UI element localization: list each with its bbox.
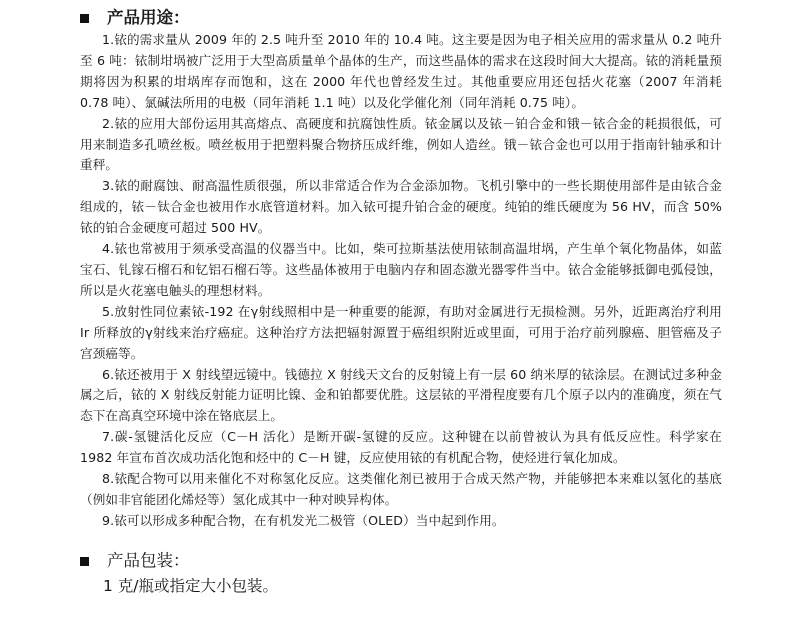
square-bullet-icon <box>80 14 89 23</box>
packaging-text: 1 克/瓶或指定大小包装。 <box>103 577 279 595</box>
packaging-heading-text: 产品包装： <box>107 551 190 570</box>
usage-paragraph-6: 6.铱还被用于 X 射线望远镜中。钱德拉 X 射线天文台的反射镜上有一层 60 纳米厚的铱涂层。在测试过多种金属之后，铱的 X 射线反射能力证明比镍、金和铂都要优胜。这层铱的平滑程度要有几个原子以内的准确度，须在气态下在高真空环境中涂在铬底层上。 <box>80 366 722 424</box>
usage-paragraph-3: 3.铱的耐腐蚀、耐高温性质很强，所以非常适合作为合金添加物。飞机引擎中的一些长期使用部件是由铱合金组成的，铱－钛合金也被用作水底管道材料。加入铱可提升铂合金的硬度。纯铂的维氏硬度为 56 HV，而含 50%铱的铂合金硬度可超过 500 HV。 <box>80 178 722 236</box>
square-bullet-icon <box>80 557 89 566</box>
usage-paragraph-4: 4.铱也常被用于须承受高温的仪器当中。比如，柴可拉斯基法使用铱制高温坩埚，产生单个氧化物晶体，如蓝宝石、钆镓石榴石和钇铝石榴石等。这些晶体被用于电脑内存和固态激光器零件当中。铱合金能够抵御电弧侵蚀，所以是火花塞电触头的理想材料。 <box>80 241 722 298</box>
usage-paragraph-5: 5.放射性同位素铱-192 在γ射线照相中是一种重要的能源，有助对金属进行无损检测。另外，近距离治疗利用 Ir 所释放的γ射线来治疗癌症。这种治疗方法把辐射源置于癌组织附近或里面，可用于治疗前列腺癌、胆管癌及子宫颈癌等。 <box>80 303 722 361</box>
usage-paragraph-2: 2.铱的应用大部份运用其高熔点、高硬度和抗腐蚀性质。铱金属以及铱－铂合金和锇－铱合金的耗损很低，可用来制造多孔喷丝板。喷丝板用于把塑料聚合物挤压成纤维，例如人造丝。锇－铱合金也可以用于指南针轴承和计重秤。 <box>80 115 722 173</box>
packaging-heading <box>80 551 190 571</box>
usage-body <box>80 30 722 532</box>
usage-paragraph-1: 1.铱的需求量从 2009 年的 2.5 吨升至 2010 年的 10.4 吨。这主要是因为电子相关应用的需求量从 0.2 吨升至 6 吨：铱制坩埚被广泛用于大型高质量单个晶体的生产，而这些晶体的需求在这段时间大大提高。铱的消耗量预期将因为积累的坩埚库存而饱和，这在 2000 年代也曾经发生过。其他重要应用还包括火花塞（2007 年消耗 0.78 吨）、氯碱法所用的电极（同年消耗 1.1 吨）以及化学催化剂（同年消耗 0.75 吨）。 <box>80 32 722 110</box>
usage-paragraph-7: 7.碳-氢键活化反应（C－H 活化）是断开碳-氢键的反应。这种键在以前曾被认为具有低反应性。科学家在 1982 年宣布首次成功活化饱和烃中的 C－H 键，反应使用铱的有机配合物，使烃进行氧化加成。 <box>80 429 722 466</box>
usage-heading-text: 产品用途： <box>107 8 190 27</box>
usage-paragraph-8: 8.铱配合物可以用来催化不对称氢化反应。这类催化剂已被用于合成天然产物，并能够把本来难以氢化的基底（例如非官能团化烯烃等）氢化成其中一种对映异构体。 <box>80 471 722 507</box>
usage-paragraph-9: 9.铱可以形成多种配合物，在有机发光二极管（OLED）当中起到作用。 <box>102 512 505 528</box>
usage-heading <box>80 8 190 28</box>
